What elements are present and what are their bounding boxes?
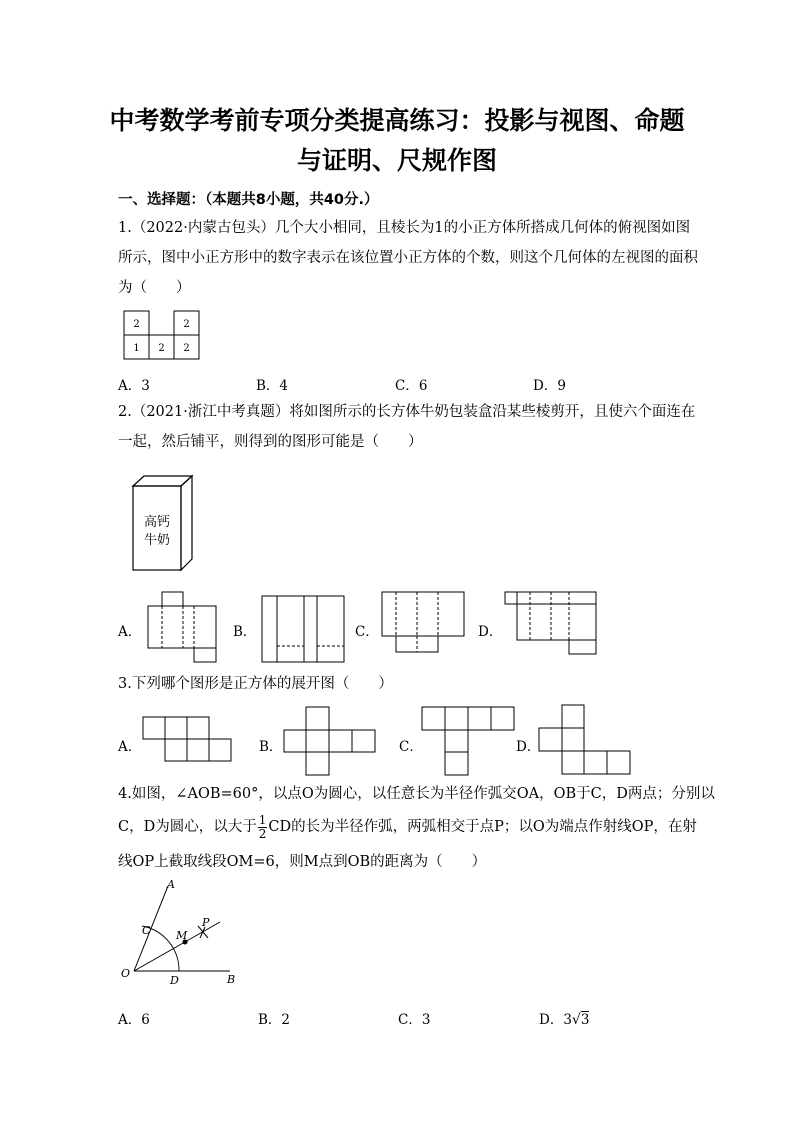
q3-net-c[interactable] <box>420 705 516 777</box>
q2-net-a[interactable] <box>146 590 220 664</box>
q4-option-d[interactable] <box>539 1008 589 1028</box>
q4-text-line1: 4.如图，∠AOB=60°，以点O为圆心，以任意长为半径作弧交OA，OB于C，D两点；分别以 <box>118 786 715 802</box>
label-d: D <box>170 974 179 987</box>
q3-net-b[interactable] <box>282 705 378 777</box>
q1-option-a[interactable]: A．3 <box>118 378 150 394</box>
q3-option-d[interactable]: D． <box>516 739 541 755</box>
angle-construction-figure <box>112 876 242 988</box>
page-title: 中考数学考前专项分类提高练习：投影与视图、命题 <box>109 106 685 135</box>
q3-option-a[interactable]: A． <box>118 739 142 755</box>
label-o: O <box>121 967 131 980</box>
q2-option-d[interactable]: D． <box>478 624 503 640</box>
q4-text-line2 <box>118 812 697 842</box>
page-title-line2: 与证明、尺规作图 <box>296 146 497 175</box>
fraction-denominator: 2 <box>258 826 267 841</box>
q2-option-a[interactable]: A． <box>118 624 142 640</box>
label-c: C <box>142 924 151 937</box>
q4-option-c[interactable]: C．3 <box>398 1012 431 1028</box>
section-heading: 一、选择题：（本题共8小题，共40分.） <box>118 192 379 208</box>
milk-box-figure <box>128 474 198 574</box>
grid-cell: 2 <box>133 319 140 330</box>
fraction-numerator: 1 <box>258 812 267 827</box>
q2-text-line1: 2.（2021·浙江中考真题）将如图所示的长方体牛奶包装盒沿某些棱剪开，且使六个面连在 <box>118 404 696 420</box>
box-label-line2: 牛奶 <box>143 533 171 548</box>
q2-net-c[interactable] <box>380 590 466 656</box>
q1-top-view-grid <box>122 309 202 361</box>
q4-text-line2-start: C，D为圆心，以大于 <box>118 819 257 835</box>
q4-option-d-coef: 3 <box>563 1012 572 1028</box>
label-b: B <box>227 973 236 986</box>
q2-text-line2: 一起，然后铺平，则得到的图形可能是（ ） <box>118 434 423 450</box>
q4-option-a[interactable]: A．6 <box>118 1012 150 1028</box>
q2-net-d[interactable] <box>503 590 599 658</box>
label-m: M <box>176 929 188 942</box>
q1-option-b[interactable]: B．4 <box>256 378 289 394</box>
q4-option-d-radicand: 3 <box>580 1012 590 1028</box>
q3-option-c[interactable]: C． <box>399 739 423 755</box>
q4-text-line3: 线OP上截取线段OM=6，则M点到OB的距离为（ ） <box>118 854 487 870</box>
q1-text-line3: 为（ ） <box>118 280 191 296</box>
q3-net-d[interactable] <box>537 703 633 777</box>
label-a: A <box>167 878 175 891</box>
q1-text-line1: 1.（2022·内蒙古包头）几个大小相同，且棱长为1的小正方体所搭成几何体的俯视图如图 <box>118 220 691 236</box>
sqrt-sign: √ <box>571 1012 581 1028</box>
q3-net-a[interactable] <box>141 715 235 763</box>
grid-cell: 2 <box>158 343 165 354</box>
q2-option-c[interactable]: C． <box>355 624 379 640</box>
q3-text-line1: 3.下列哪个图形是正方体的展开图（ ） <box>118 676 393 692</box>
box-label-line1: 高钙 <box>143 515 171 530</box>
q4-option-b[interactable]: B．2 <box>258 1012 291 1028</box>
grid-cell: 2 <box>183 319 190 330</box>
q2-net-b[interactable] <box>260 594 346 664</box>
q1-option-d[interactable]: D．9 <box>533 378 566 394</box>
grid-cell: 2 <box>183 343 190 354</box>
q3-option-b[interactable]: B． <box>259 739 283 755</box>
fraction-half <box>258 814 268 841</box>
grid-cell: 1 <box>133 343 140 354</box>
q4-text-line2-end: CD的长为半径作弧，两弧相交于点P；以O为端点作射线OP，在射 <box>268 819 697 835</box>
q2-option-b[interactable]: B． <box>233 624 257 640</box>
q1-text-line2: 所示，图中小正方形中的数字表示在该位置小正方体的个数，则这个几何体的左视图的面积 <box>118 250 698 266</box>
label-p: P <box>202 916 210 929</box>
q4-option-d-label: D． <box>539 1012 564 1028</box>
q1-option-c[interactable]: C．6 <box>395 378 428 394</box>
